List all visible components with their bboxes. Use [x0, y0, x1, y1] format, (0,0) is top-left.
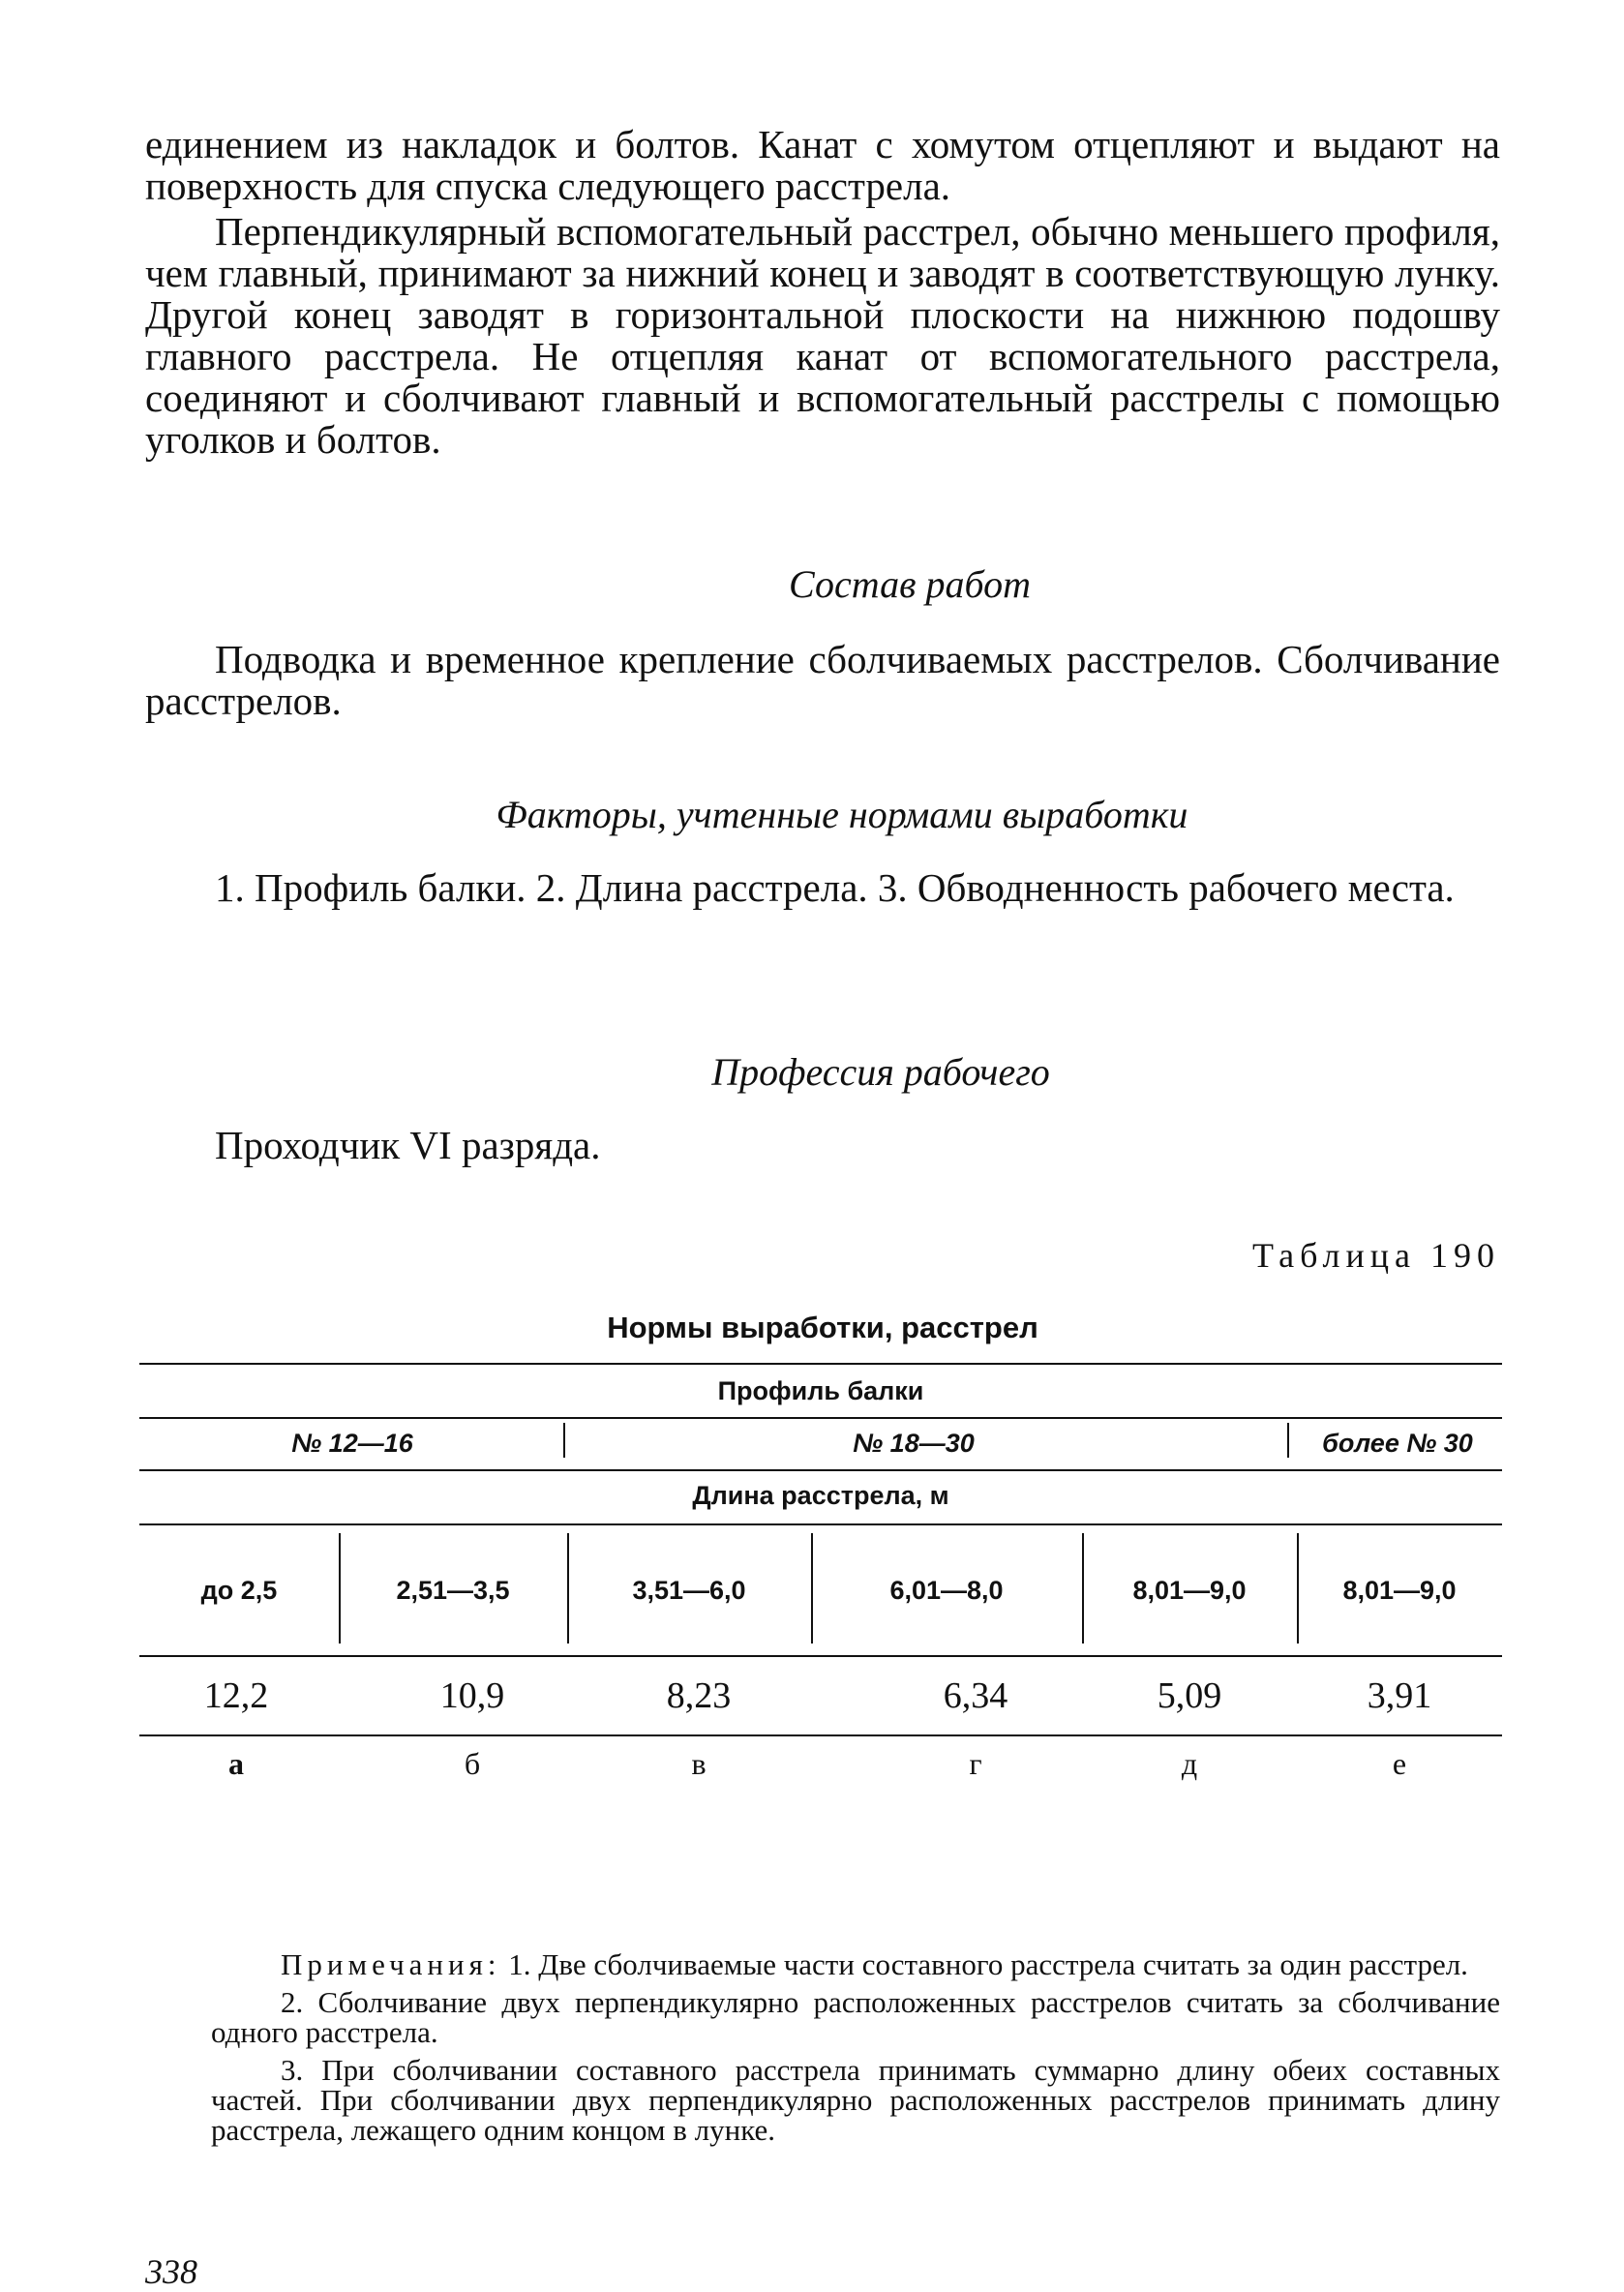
- column-letter-v: в: [691, 1746, 707, 1781]
- table-rule: [139, 1734, 1502, 1736]
- value-a: 12,2: [203, 1675, 269, 1716]
- length-col-2: 2,51—3,5: [396, 1576, 510, 1605]
- paragraph-composition: Подводка и временное крепление сболчиваемых расстрелов. Сболчивание расстрелов.: [145, 637, 1500, 723]
- length-header: Длина расстрела, м: [692, 1481, 949, 1510]
- column-letter-d: д: [1181, 1746, 1198, 1781]
- table-title: Нормы выработки, расстрел: [607, 1311, 1038, 1344]
- value-v: 8,23: [666, 1675, 732, 1716]
- paragraph-2: Перпендикулярный вспомогательный расстрел, обычно меньшего профиля, чем главный, принимают за нижний конец и заводят в соответствующую лунку. Другой конец заводят в горизонтальной плоскости на нижнюю подошву главного расстрела. Не отцепляя канат от вспомогательного расстрела, соединяют и сболчивают главный и вспомогательный расстрелы с помощью уголков и болтов.: [145, 209, 1500, 462]
- table-rule: [139, 1655, 1502, 1657]
- paragraph-profession: Проходчик VI разряда.: [215, 1123, 601, 1167]
- table-separator: [1287, 1423, 1289, 1458]
- paragraph-1: единением из накладок и болтов. Канат с хомутом отцепляют и выдают на поверхность для спуска следующего расстрела.: [145, 122, 1500, 208]
- table-notes: [211, 1949, 1500, 2145]
- value-d: 5,09: [1157, 1675, 1222, 1716]
- section-heading-profession: Профессия рабочего: [711, 1050, 1050, 1094]
- value-e: 3,91: [1367, 1675, 1432, 1716]
- profile-group-1: № 12—16: [291, 1429, 413, 1458]
- table-rule: [139, 1523, 1502, 1525]
- length-col-1: до 2,5: [200, 1576, 278, 1605]
- length-col-3: 3,51—6,0: [632, 1576, 746, 1605]
- table-rule: [139, 1363, 1502, 1365]
- notes-label: Примечания:: [281, 1947, 501, 1981]
- length-col-6: 8,01—9,0: [1342, 1576, 1457, 1605]
- profile-group-2: № 18—30: [853, 1429, 975, 1458]
- value-g: 6,34: [943, 1675, 1008, 1716]
- profile-header: Профиль балки: [717, 1376, 924, 1405]
- section-heading-composition: Состав работ: [789, 562, 1031, 606]
- profile-group-3: более № 30: [1322, 1429, 1473, 1458]
- paragraph-factors: 1. Профиль балки. 2. Длина расстрела. 3. Обводненность рабочего места.: [215, 865, 1455, 910]
- note-1-text: 1. Две сболчиваемые части составного расстрела считать за один расстрел.: [508, 1947, 1468, 1981]
- column-letter-b: б: [464, 1746, 481, 1781]
- page-number: 338: [145, 2252, 197, 2291]
- length-col-4: 6,01—8,0: [889, 1576, 1004, 1605]
- table-rule: [139, 1417, 1502, 1419]
- value-b: 10,9: [439, 1675, 505, 1716]
- note-3: 3. При сболчивании составного расстрела принимать суммарно длину обеих составных частей. При сболчивании двух перпендикулярно расположенных расстрелов принимать длину расстрела, лежащего одним концом в лунке.: [211, 2053, 1500, 2147]
- column-letter-g: г: [969, 1746, 982, 1781]
- note-1: [211, 1949, 1500, 1979]
- section-heading-factors: Факторы, учтенные нормами выработки: [496, 793, 1188, 836]
- table-rule: [139, 1469, 1502, 1471]
- column-letter-e: е: [1392, 1746, 1407, 1781]
- column-letter-a: а: [228, 1746, 244, 1781]
- table-label: Таблица 190: [1252, 1236, 1500, 1275]
- length-col-5: 8,01—9,0: [1132, 1576, 1247, 1605]
- note-2: 2. Сболчивание двух перпендикулярно расположенных расстрелов считать за сболчивание одного расстрела.: [211, 1985, 1500, 2049]
